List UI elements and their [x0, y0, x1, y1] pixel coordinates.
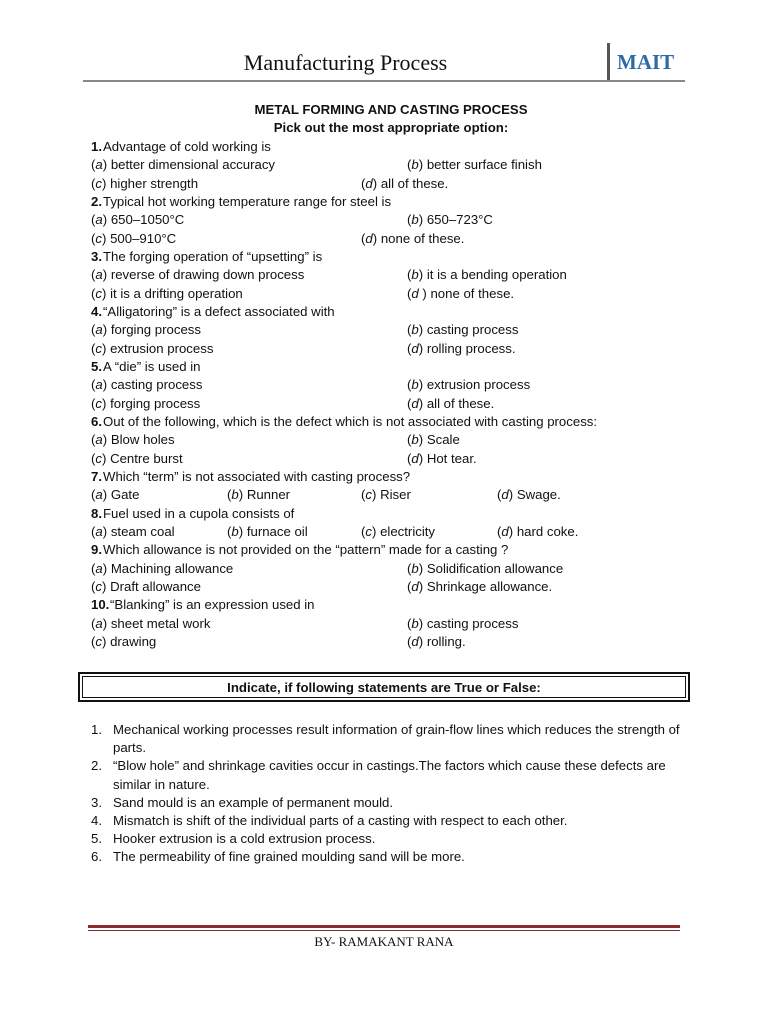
- option-row: [91, 230, 691, 248]
- answer-option: (c) forging process: [91, 395, 201, 411]
- option-letter: a: [95, 615, 103, 631]
- option-letter: d: [411, 285, 423, 301]
- answer-option: (d) hard coke.: [497, 524, 579, 540]
- option-letter: d: [501, 487, 509, 503]
- statement-text: Sand mould is an example of permanent mould.: [113, 794, 394, 810]
- option-text: higher strength: [106, 175, 199, 191]
- question-stem: [91, 358, 691, 376]
- option-text: better surface finish: [423, 157, 542, 173]
- true-false-heading-box: [78, 672, 690, 702]
- option-text: it is a drifting operation: [106, 285, 243, 301]
- statement-item: [91, 830, 681, 848]
- answer-option: (d) Shrinkage allowance.: [407, 579, 553, 595]
- option-letter: a: [95, 487, 103, 503]
- option-text: extrusion process: [106, 340, 214, 356]
- answer-option: (b) extrusion process: [407, 377, 531, 393]
- option-letter: b: [411, 377, 419, 393]
- answer-option: (c) electricity: [361, 524, 436, 540]
- option-row: [91, 615, 691, 633]
- option-letter: a: [95, 432, 103, 448]
- answer-option: (a) better dimensional accuracy: [91, 157, 276, 173]
- question-number: 8.: [91, 505, 102, 521]
- option-text: Centre burst: [106, 450, 183, 466]
- option-row: [91, 285, 691, 303]
- option-letter: b: [411, 432, 419, 448]
- statement-item: [91, 812, 681, 830]
- option-text: Gate: [107, 487, 140, 503]
- option-letter: b: [411, 322, 419, 338]
- answer-option: (b) Scale: [407, 432, 460, 448]
- option-letter: a: [95, 377, 103, 393]
- option-row: [91, 486, 691, 504]
- question-stem: [91, 303, 691, 321]
- answer-option: (a) Blow holes: [91, 432, 175, 448]
- option-letter: c: [365, 524, 372, 540]
- statement-item: [91, 794, 681, 812]
- option-text: forging process: [107, 322, 201, 338]
- question-text: “Blanking” is an expression used in: [110, 597, 315, 613]
- question-number: 9.: [91, 542, 102, 558]
- answer-option: (b) furnace oil: [227, 524, 308, 540]
- option-text: hard coke.: [513, 524, 579, 540]
- question-stem: [91, 596, 691, 614]
- question-stem: [91, 413, 691, 431]
- page-header: [83, 40, 685, 82]
- option-text: Hot tear.: [423, 450, 477, 466]
- statement-number: 3.: [91, 794, 102, 810]
- option-text: rolling.: [423, 634, 466, 650]
- question-stem: [91, 505, 691, 523]
- answer-option: (c) drawing: [91, 634, 157, 650]
- question-text: Which “term” is not associated with casting process?: [103, 469, 411, 484]
- option-text: Solidification allowance: [423, 560, 564, 576]
- option-text: furnace oil: [243, 524, 308, 540]
- option-text: Swage.: [513, 487, 561, 503]
- answer-option: (b) Solidification allowance: [407, 560, 564, 576]
- answer-option: (d) rolling.: [407, 634, 466, 650]
- statement-number: 6.: [91, 849, 102, 865]
- option-row: [91, 156, 691, 174]
- true-false-heading: Indicate, if following statements are True or False:: [82, 676, 686, 698]
- question-number: 2.: [91, 193, 102, 209]
- statement-item: [91, 757, 681, 793]
- option-letter: c: [95, 340, 102, 356]
- statement-number: 1.: [91, 722, 102, 737]
- option-letter: d: [411, 450, 419, 466]
- statement-item: [91, 721, 681, 757]
- option-row: [91, 376, 691, 394]
- option-letter: d: [411, 634, 419, 650]
- answer-option: (a) forging process: [91, 322, 201, 338]
- answer-option: (d) rolling process.: [407, 340, 516, 356]
- statement-text: Hooker extrusion is a cold extrusion process.: [113, 831, 376, 847]
- option-text: steam coal: [107, 524, 175, 540]
- option-text: drawing: [106, 634, 157, 650]
- statement-number: 5.: [91, 831, 102, 847]
- question-text: The forging operation of “upsetting” is: [103, 248, 323, 264]
- answer-option: (b) better surface finish: [407, 157, 542, 173]
- answer-option: (b) Runner: [227, 487, 291, 503]
- answer-option: (c) 500–910°C: [91, 230, 177, 246]
- question-number: 1.: [91, 138, 102, 154]
- answer-option: (d) all of these.: [407, 395, 495, 411]
- question-text: “Alligatoring” is a defect associated with: [103, 303, 335, 319]
- option-letter: c: [95, 230, 102, 246]
- option-letter: a: [95, 212, 103, 228]
- answer-option: (a) steam coal: [91, 524, 175, 540]
- question-stem: [91, 138, 691, 156]
- option-letter: b: [411, 615, 419, 631]
- option-row: [91, 211, 691, 229]
- option-text: forging process: [106, 395, 201, 411]
- option-letter: b: [411, 560, 419, 576]
- statement-item: [91, 848, 681, 866]
- question-list: [91, 138, 691, 652]
- question-stem: [91, 468, 691, 486]
- true-false-list: [91, 721, 681, 867]
- footer-rule-thin: [88, 930, 680, 931]
- option-text: Runner: [243, 487, 291, 503]
- option-letter: d: [501, 524, 509, 540]
- option-letter: a: [95, 157, 103, 173]
- option-text: Machining allowance: [107, 560, 234, 576]
- question-number: 7.: [91, 469, 102, 484]
- option-text: electricity: [376, 524, 436, 540]
- option-letter: b: [411, 157, 419, 173]
- statement-text: Mechanical working processes result information of grain-flow lines which reduces the strength of parts.: [113, 722, 680, 756]
- question-stem: [91, 248, 691, 266]
- question-text: A “die” is used in: [103, 358, 201, 374]
- answer-option: (a) 650–1050°C: [91, 212, 185, 228]
- statement-number: 4.: [91, 813, 102, 829]
- question-number: 10.: [91, 597, 110, 613]
- question-text: Advantage of cold working is: [103, 138, 271, 154]
- option-text: better dimensional accuracy: [107, 157, 276, 173]
- option-letter: c: [95, 634, 102, 650]
- option-letter: b: [411, 212, 419, 228]
- option-letter: a: [95, 322, 103, 338]
- option-letter: c: [95, 450, 102, 466]
- header-divider: [607, 43, 610, 82]
- option-letter: b: [231, 487, 239, 503]
- option-text: 650–1050°C: [107, 212, 185, 228]
- answer-option: (d) Hot tear.: [407, 450, 477, 466]
- question-number: 6.: [91, 413, 102, 429]
- option-text: none of these.: [377, 230, 465, 246]
- option-row: [91, 266, 691, 284]
- option-text: none of these.: [426, 285, 515, 301]
- option-row: [91, 578, 691, 596]
- section-title: METAL FORMING AND CASTING PROCESS: [254, 102, 528, 117]
- option-letter: d: [411, 340, 419, 356]
- question-number: 3.: [91, 248, 102, 264]
- option-text: casting process: [423, 615, 519, 631]
- option-row: [91, 431, 691, 449]
- option-text: reverse of drawing down process: [107, 267, 305, 283]
- option-text: Draft allowance: [106, 579, 201, 595]
- question-number: 4.: [91, 303, 102, 319]
- option-letter: a: [95, 524, 103, 540]
- answer-option: (a) sheet metal work: [91, 615, 211, 631]
- option-row: [91, 175, 691, 193]
- question-stem: [91, 193, 691, 211]
- option-text: Blow holes: [107, 432, 175, 448]
- answer-option: (c) extrusion process: [91, 340, 214, 356]
- option-letter: d: [365, 230, 373, 246]
- question-text: Typical hot working temperature range for steel is: [103, 193, 392, 209]
- option-letter: d: [365, 175, 373, 191]
- answer-option: (a) casting process: [91, 377, 203, 393]
- option-letter: d: [411, 579, 419, 595]
- option-letter: b: [231, 524, 239, 540]
- question-text: Which allowance is not provided on the “pattern” made for a casting ?: [103, 542, 509, 558]
- option-letter: c: [365, 487, 372, 503]
- answer-option: (a) Gate: [91, 487, 140, 503]
- option-row: [91, 321, 691, 339]
- option-letter: c: [95, 175, 102, 191]
- answer-option: (a) Machining allowance: [91, 560, 234, 576]
- option-row: [91, 450, 691, 468]
- option-text: Shrinkage allowance.: [423, 579, 553, 595]
- institute-brand: MAIT: [617, 50, 675, 74]
- option-text: Scale: [423, 432, 460, 448]
- author-credit: BY- RAMAKANT RANA: [314, 934, 454, 949]
- option-row: [91, 523, 691, 541]
- option-text: 500–910°C: [106, 230, 177, 246]
- answer-option: (d) none of these.: [361, 230, 465, 246]
- question-number: 5.: [91, 358, 102, 374]
- question-text: Fuel used in a cupola consists of: [103, 505, 295, 521]
- option-letter: c: [95, 579, 102, 595]
- option-letter: b: [411, 267, 419, 283]
- option-letter: c: [95, 395, 102, 411]
- question-text: Out of the following, which is the defect which is not associated with casting process:: [103, 413, 598, 429]
- answer-option: (c) Riser: [361, 487, 411, 503]
- answer-option: (b) 650–723°C: [407, 212, 493, 228]
- option-text: all of these.: [423, 395, 495, 411]
- option-text: casting process: [423, 322, 519, 338]
- header-rule: [83, 80, 685, 82]
- answer-option: (c) Centre burst: [91, 450, 183, 466]
- question-stem: [91, 541, 691, 559]
- option-text: sheet metal work: [107, 615, 211, 631]
- statement-number: 2.: [91, 758, 102, 774]
- option-text: all of these.: [377, 175, 449, 191]
- answer-option: (b) casting process: [407, 615, 519, 631]
- option-text: 650–723°C: [423, 212, 493, 228]
- option-text: Riser: [376, 487, 411, 503]
- statement-text: “Blow hole” and shrinkage cavities occur in castings.The factors which cause these defects are similar in nature.: [113, 758, 666, 792]
- option-letter: a: [95, 267, 103, 283]
- instruction-text: Pick out the most appropriate option:: [273, 120, 509, 136]
- option-row: [91, 340, 691, 358]
- document-title: Manufacturing Process: [243, 50, 448, 75]
- option-letter: c: [95, 285, 102, 301]
- option-row: [91, 633, 691, 651]
- option-text: extrusion process: [423, 377, 531, 393]
- option-letter: d: [411, 395, 419, 411]
- option-row: [91, 395, 691, 413]
- option-text: it is a bending operation: [423, 267, 567, 283]
- mcq-section: [91, 101, 691, 651]
- answer-option: (b) casting process: [407, 322, 519, 338]
- answer-option: (d) Swage.: [497, 487, 561, 503]
- option-text: rolling process.: [423, 340, 516, 356]
- answer-option: (c) Draft allowance: [91, 579, 201, 595]
- footer-rule: [88, 925, 680, 928]
- answer-option: (c) it is a drifting operation: [91, 285, 243, 301]
- statement-text: The permeability of fine grained moulding sand will be more.: [113, 849, 465, 865]
- answer-option: (b) it is a bending operation: [407, 267, 567, 283]
- answer-option: (c) higher strength: [91, 175, 199, 191]
- answer-option: (a) reverse of drawing down process: [91, 267, 305, 283]
- option-letter: a: [95, 560, 103, 576]
- answer-option: (d) all of these.: [361, 175, 449, 191]
- statement-text: Mismatch is shift of the individual parts of a casting with respect to each other.: [113, 813, 568, 829]
- option-row: [91, 560, 691, 578]
- answer-option: (d ) none of these.: [407, 285, 515, 301]
- option-text: casting process: [107, 377, 203, 393]
